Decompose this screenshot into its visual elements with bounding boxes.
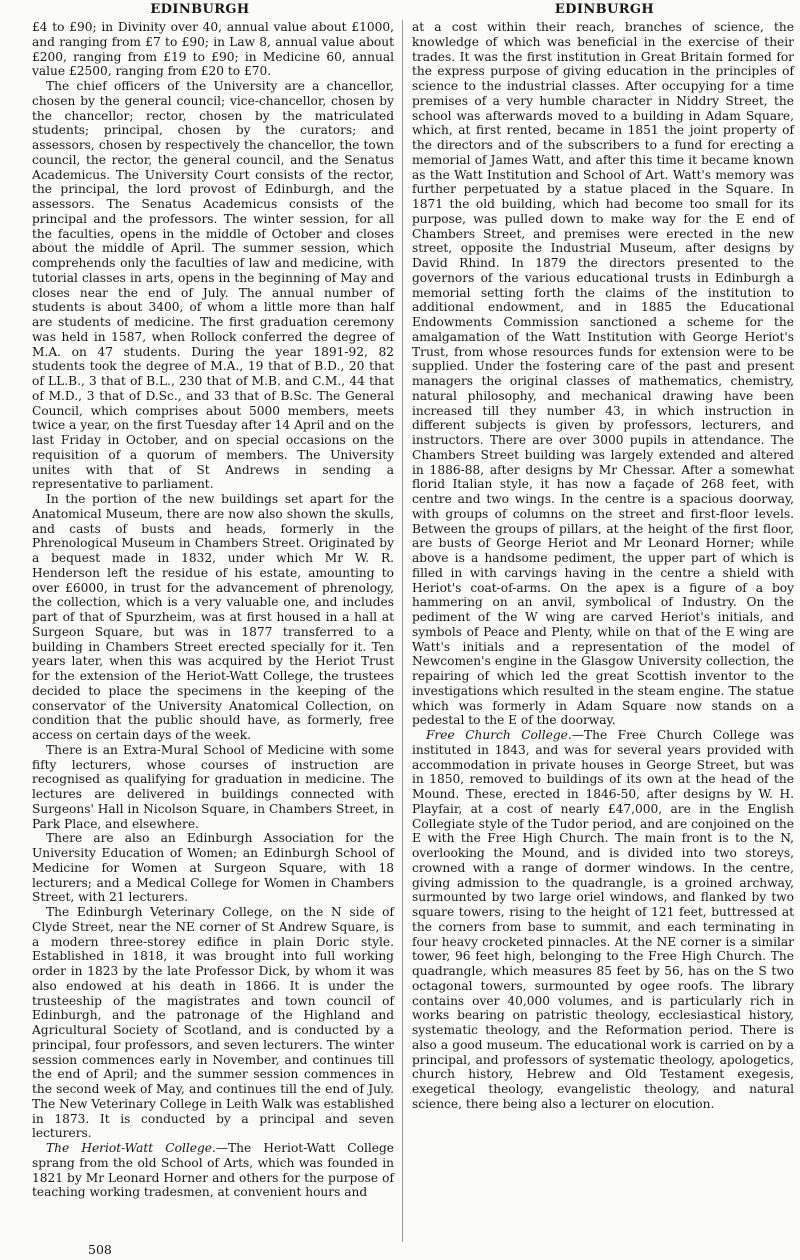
paragraph: There is an Extra-Mural School of Medicine with some fifty lecturers, whose courses of instruction are recognised as qualifying for graduation in medicine. The lectures are delivered in buildings connected with Surgeons' Hall in Nicolson Square, in Chambers Street, in Park Place, and elsewhere. [32, 742, 394, 831]
paragraph: In the portion of the new buildings set apart for the Anatomical Museum, there are now also shown the skulls, and casts of busts and heads, formerly in the Phrenological Museum in Chambers Street. Originated by a bequest made in 1832, under which Mr W. R. Henderson left the residue of his estate, amounting to over £6000, in trust for the advancement of phrenology, the collection, which is a very valuable one, and includes part of that of Spurzheim, was at first housed in a hall at Surgeon Square, but was in 1877 transferred to a building in Chambers Street erected specially for it. Ten years later, when this was acquired by the Heriot Trust for the extension of the Heriot-Watt College, the trustees decided to place the specimens in the keeping of the conservator of the University Anatomical Collection, on condition that the public should have, as formerly, free access on certain days of the week. [32, 492, 394, 742]
paragraph: There are also an Edinburgh Association for the University Education of Women; an Edinburgh School of Medicine for Women at Surgeon Square, with 18 lecturers; and a Medical College for Women in Chambers Street, with 21 lecturers. [32, 831, 394, 905]
paragraph-text: —The Heriot-Watt College sprang from the old School of Arts, which was founded in 1821 by Mr Leonard Horner and others for the purpose of teaching working tradesmen, at convenient hours and [32, 1141, 394, 1200]
page-number: 508 [88, 1242, 112, 1257]
paragraph-text: —The Free Church College was instituted in 1843, and was for several years provided with accommodation in private houses in George Street, but was in 1850, removed to buildings of its own at the head of the Mound. These, erected in 1846-50, after designs by W. H. Playfair, at a cost of nearly £47,000, are in the English Collegiate style of the Tudor period, and are conjoined on the E with the Free High Church. The main front is to the N, overlooking the Mound, and is divided into two storeys, crowned with a range of dormer windows. In the centre, giving admission to the quadrangle, is a groined archway, surmounted by two large oriel windows, and flanked by two square towers, rising to the height of 121 feet, buttressed at the corners from base to summit, and each terminating in four heavy crocketed pinnacles. At the NE corner is a similar tower, 96 feet high, belonging to the Free High Church. The quadrangle, which measures 85 feet by 56, has on the S two octagonal towers, surmounted by ogee roofs. The library contains over 40,000 volumes, and is particularly rich in works bearing on patristic theology, ecclesiastical history, systematic theology, and the Reformation period. There is also a good museum. The educational work is carried on by a principal, and professors of systematic theology, apologetics, church history, Hebrew and Old Testament exegesis, exegetical theology, evangelistic theology, and natural science, there being also a lecturer on elocution. [412, 728, 794, 1111]
running-header-left: EDINBURGH [150, 2, 250, 17]
paragraph: £4 to £90; in Divinity over 40, annual value about £1000, and ranging from £7 to £90; in Law 8, annual value about £200, ranging from £19 to £90; in Medicine 60, annual value £2500, ranging from £20 to £70. [32, 20, 394, 79]
paragraph: The chief officers of the University are a chancellor, chosen by the general council; vice-chancellor, chosen by the chancellor; rector, chosen by the matriculated students; principal, chosen by the curators; and assessors, chosen by respectively the chancellor, the town council, the rector, the general council, and the Senatus Academicus. The University Court consists of the rector, the principal, the lord provost of Edinburgh, and the assessors. The Senatus Academicus consists of the principal and the professors. The winter session, for all the faculties, opens in the middle of October and closes about the middle of April. The summer session, which comprehends only the faculties of law and medicine, with tutorial classes in arts, opens in the beginning of May and closes near the end of July. The annual number of students is about 3400, of whom a little more than half are students of medicine. The first graduation ceremony was held in 1587, when Rollock conferred the degree of M.A. on 47 students. During the year 1891-92, 82 students took the degree of M.A., 19 that of B.D., 20 that of LL.B., 3 that of B.L., 230 that of M.B. and C.M., 44 that of M.D., 3 that of D.Sc., and 33 that of B.Sc. The General Council, which comprises about 5000 members, meets twice a year, on the first Tuesday after 14 April and on the last Friday in October, and on special occasions on the requisition of a quorum of members. The University unites with that of St Andrews in sending a representative to parliament. [32, 79, 394, 492]
column-divider [402, 20, 403, 1242]
section-lead: The Heriot-Watt College. [46, 1141, 216, 1155]
left-column [32, 20, 394, 1200]
paragraph [32, 1141, 394, 1200]
right-column [412, 20, 794, 1112]
section-lead: Free Church College. [426, 728, 572, 742]
paragraph: at a cost within their reach, branches of science, the knowledge of which was beneficial in the exercise of their trades. It was the first institution in Great Britain formed for the express purpose of giving education in the principles of science to the industrial classes. After occupying for a time premises of a very humble character in Niddry Street, the school was afterwards moved to a building in Adam Square, which, at first rented, became in 1851 the joint property of the directors and of the subscribers to a fund for erecting a memorial of James Watt, and after this time it became known as the Watt Institution and School of Art. Watt's memory was further perpetuated by a statue placed in the Square. In 1871 the old building, which had become too small for its purpose, was pulled down to make way for the E end of Chambers Street, and premises were erected in the new street, opposite the Industrial Museum, after designs by David Rhind. In 1879 the directors presented to the governors of the various educational trusts in Edinburgh a memorial setting forth the claims of the institution to additional endowment, and in 1885 the Educational Endowments Commission sanctioned a scheme for the amalgamation of the Watt Institution with George Heriot's Trust, from whose resources funds for extension were to be supplied. Under the fostering care of the past and present managers the original classes of mathematics, chemistry, natural philosophy, and mechanical drawing have been increased till they number 43, in which instruction in different subjects is given by professors, lecturers, and instructors. There are over 3000 pupils in attendance. The Chambers Street building was largely extended and altered in 1886-88, after designs by Mr Chessar. After a somewhat florid Italian style, it has now a façade of 268 feet, with centre and two wings. In the centre is a spacious doorway, with groups of columns on the street and first-floor levels. Between the groups of pillars, at the height of the first floor, are busts of George Heriot and Mr Leonard Horner; while above is a handsome pediment, the upper part of which is filled in with carvings having in the centre a shield with Heriot's coat-of-arms. On the apex is a figure of a boy hammering on an anvil, symbolical of Industry. On the pediment of the W wing are carved Heriot's initials, and symbols of Peace and Plenty, while on that of the E wing are Watt's initials and a representation of the model of Newcomen's engine in the Glasgow University collection, the repairing of which led the great Scottish inventor to the investigations which resulted in the steam engine. The statue which was formerly in Adam Square now stands on a pedestal to the E of the doorway. [412, 20, 794, 728]
paragraph: The Edinburgh Veterinary College, on the N side of Clyde Street, near the NE corner of St Andrew Square, is a modern three-storey edifice in plain Doric style. Established in 1818, it was brought into full working order in 1823 by the late Professor Dick, by whom it was also endowed at his death in 1866. It is under the trusteeship of the magistrates and town council of Edinburgh, and the patronage of the Highland and Agricultural Society of Scotland, and is conducted by a principal, four professors, and seven lecturers. The winter session commences early in November, and continues till the end of April; and the summer session commences in the second week of May, and continues till the end of July. The New Veterinary College in Leith Walk was established in 1873. It is conducted by a principal and seven lecturers. [32, 905, 394, 1141]
paragraph [412, 728, 794, 1112]
running-header-right: EDINBURGH [554, 2, 655, 17]
